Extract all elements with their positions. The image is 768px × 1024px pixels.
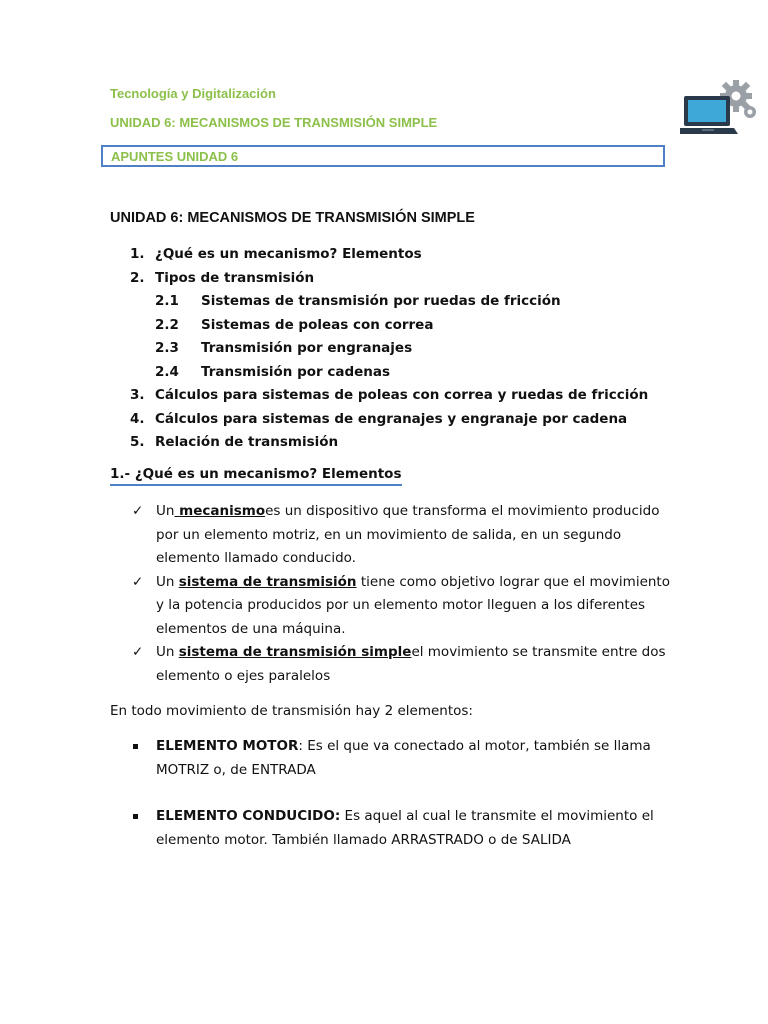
square-bullet-icon xyxy=(133,744,138,749)
toc-subitem: 2.3 Transmisión por engranajes xyxy=(155,340,413,356)
notes-box xyxy=(101,145,665,167)
toc-item: 2. Tipos de transmisión xyxy=(130,269,315,286)
toc-item: 4. Cálculos para sistemas de engranajes y engranaje por cadena xyxy=(130,410,628,427)
check-icon: ✓ xyxy=(132,644,144,660)
toc-item: 1. ¿Qué es un mecanismo? Elementos xyxy=(130,246,422,262)
check-icon: ✓ xyxy=(132,573,144,590)
term: sistema de transmisión xyxy=(178,573,357,590)
term: mecanismo xyxy=(174,503,266,519)
term: ELEMENTO MOTOR xyxy=(156,738,299,754)
laptop-gears-icon xyxy=(680,78,758,138)
document-title: UNIDAD 6: MECANISMOS DE TRANSMISIÓN SIMPLE xyxy=(110,210,475,226)
laptop-icon xyxy=(680,96,738,134)
notes-label: APUNTES UNIDAD 6 xyxy=(111,149,239,164)
intro-paragraph: En todo movimiento de transmisión hay 2 elementos: xyxy=(110,703,473,719)
unit-title: UNIDAD 6: MECANISMOS DE TRANSMISIÓN SIMPLE xyxy=(110,115,438,130)
toc-subitem: 2.4 Transmisión por cadenas xyxy=(155,363,391,380)
table-of-contents xyxy=(130,243,648,455)
definition-list xyxy=(130,500,670,688)
elements-list xyxy=(130,735,670,875)
section-heading: 1.- ¿Qué es un mecanismo? Elementos xyxy=(110,466,402,486)
list-item: ✓ Un sistema de transmisión simpleel movimiento se transmite entre dos elemento o ejes paralelos xyxy=(130,641,670,688)
list-item: ✓ Un mecanismoes un dispositivo que transforma el movimiento producido por un elemento motriz, en un movimiento de salida, en un segundo elemento llamado conducido. xyxy=(130,500,670,571)
square-bullet-icon xyxy=(133,814,138,819)
subject-title: Tecnología y Digitalización xyxy=(110,86,276,101)
toc-subitem: 2.1 Sistemas de transmisión por ruedas de fricción xyxy=(155,293,561,309)
term: sistema de transmisión simple xyxy=(178,644,412,660)
list-item: ELEMENTO CONDUCIDO: Es aquel al cual le transmite el movimiento el elemento motor. También llamado ARRASTRADO o de SALIDA xyxy=(130,805,670,852)
term: ELEMENTO CONDUCIDO: xyxy=(156,808,341,824)
check-icon: ✓ xyxy=(132,503,144,519)
toc-subitem: 2.2 Sistemas de poleas con correa xyxy=(155,316,434,333)
list-item: ✓ Un sistema de transmisión tiene como objetivo lograr que el movimiento y la potencia producidos por un elemento motor lleguen a los diferentes elementos de una máquina. xyxy=(130,571,670,642)
list-item: ELEMENTO MOTOR: Es el que va conectado al motor, también se llama MOTRIZ o, de ENTRADA xyxy=(130,735,670,782)
toc-item: 3. Cálculos para sistemas de poleas con correa y ruedas de fricción xyxy=(130,387,649,403)
toc-item: 5. Relación de transmisión xyxy=(130,434,339,450)
